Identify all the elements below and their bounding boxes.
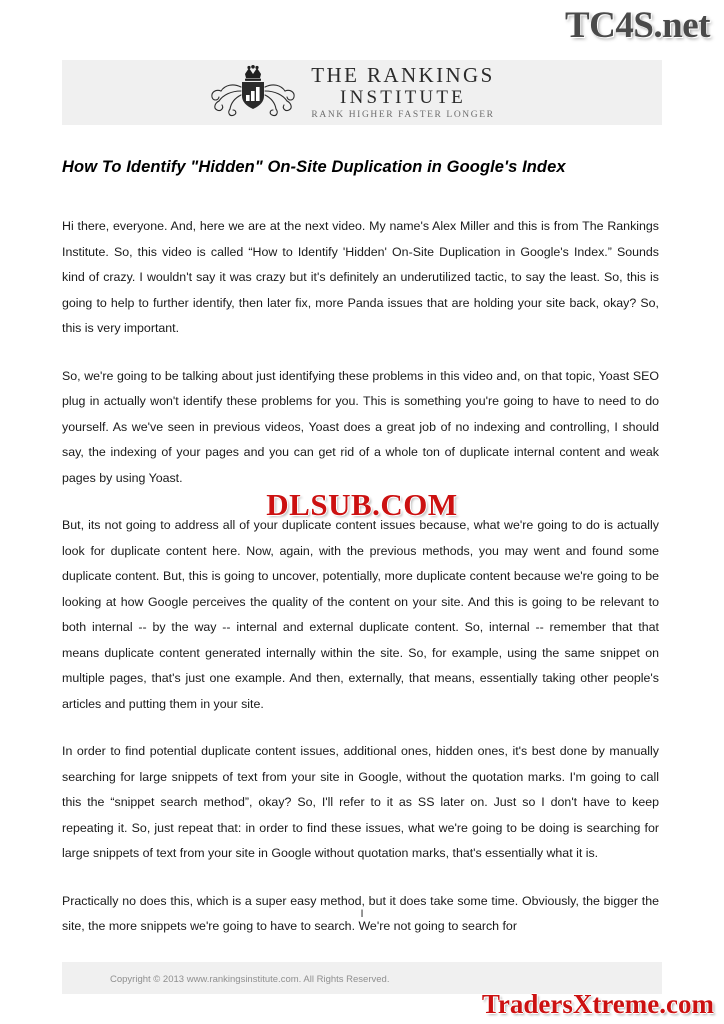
footer-copyright: Copyright © 2013 www.rankingsinstitute.com. All Rights Reserved. bbox=[110, 974, 390, 985]
paragraph: But, its not going to address all of your duplicate content issues because, what we're going to do is actually look for duplicate content here. Now, again, with the previous methods, you may went and found some duplicate content. But, this is going to uncover, potentially, more duplicate content because we're going to be looking at how Google perceives the quality of the content on your site. And this is going to be relevant to both internal -- by the way -- internal and external duplicate content. So, internal -- remember that that means duplicate content generated internally within the site. So, for example, using the same snippet on multiple pages, that's just one example. And then, externally, that means, essentially taking other people's articles and putting them in your site. bbox=[62, 518, 659, 711]
paragraph: In order to find potential duplicate content issues, additional ones, hidden ones, it's best done by manually searching for large snippets of text from your site in Google, without the quotation marks. I'm going to call this the “snippet search method”, okay? So, I'll refer to it as SS later on. Just so I don't have to keep repeating it. So, just repeat that: in order to find these issues, what we're going to be doing is searching for large snippets of text from your site in Google without quotation marks, that's essentially what it is. bbox=[62, 744, 659, 860]
paragraph: Hi there, everyone. And, here we are at the next video. My name's Alex Miller and this is from The Rankings Institute. So, this video is called “How to Identify 'Hidden' On-Site Duplication in Google's Index.” Sounds kind of crazy. I wouldn't say it was crazy but it's definitely an underutilized tactic, to say the least. So, this is going to help to further identify, then later fix, more Panda issues that are holding your site back, okay? So, this is very important. bbox=[62, 219, 659, 335]
document-body bbox=[62, 214, 659, 940]
paragraph: Practically no does this, which is a super easy method, but it does take some time. Obviously, the bigger the site, the more snippets we're going to have to search. We're not going to search for bbox=[62, 893, 659, 933]
header-inner bbox=[62, 60, 662, 125]
brand-tagline: RANK HIGHER FASTER LONGER bbox=[311, 109, 495, 120]
brand-logo bbox=[205, 62, 495, 121]
page-title: How To Identify "Hidden" On-Site Duplication in Google's Index bbox=[62, 158, 566, 176]
brand-line-1: THE RANKINGS bbox=[311, 62, 495, 87]
page-number: I bbox=[360, 908, 364, 920]
brand-line-2: INSTITUTE bbox=[340, 86, 466, 108]
brand-logo-text bbox=[311, 62, 495, 121]
watermark-center-text: DLSUB.COM bbox=[266, 487, 458, 522]
crown-bar-chart-flourish-logo-icon bbox=[205, 65, 301, 121]
header-banner bbox=[62, 60, 662, 125]
paragraph: So, we're going to be talking about just identifying these problems in this video and, on that topic, Yoast SEO plug in actually won't identify these problems for you. This is something you're going to have to need to do yourself. As we've seen in previous videos, Yoast does a great job of no indexing and controlling, I should say, the indexing of your pages and you can get rid of a whole ton of duplicate internal content and weak pages by using Yoast. bbox=[62, 368, 659, 485]
watermark-top-right: TC4S.net bbox=[564, 5, 710, 46]
watermark-bottom-right: TradersXtreme.com bbox=[481, 989, 714, 1019]
